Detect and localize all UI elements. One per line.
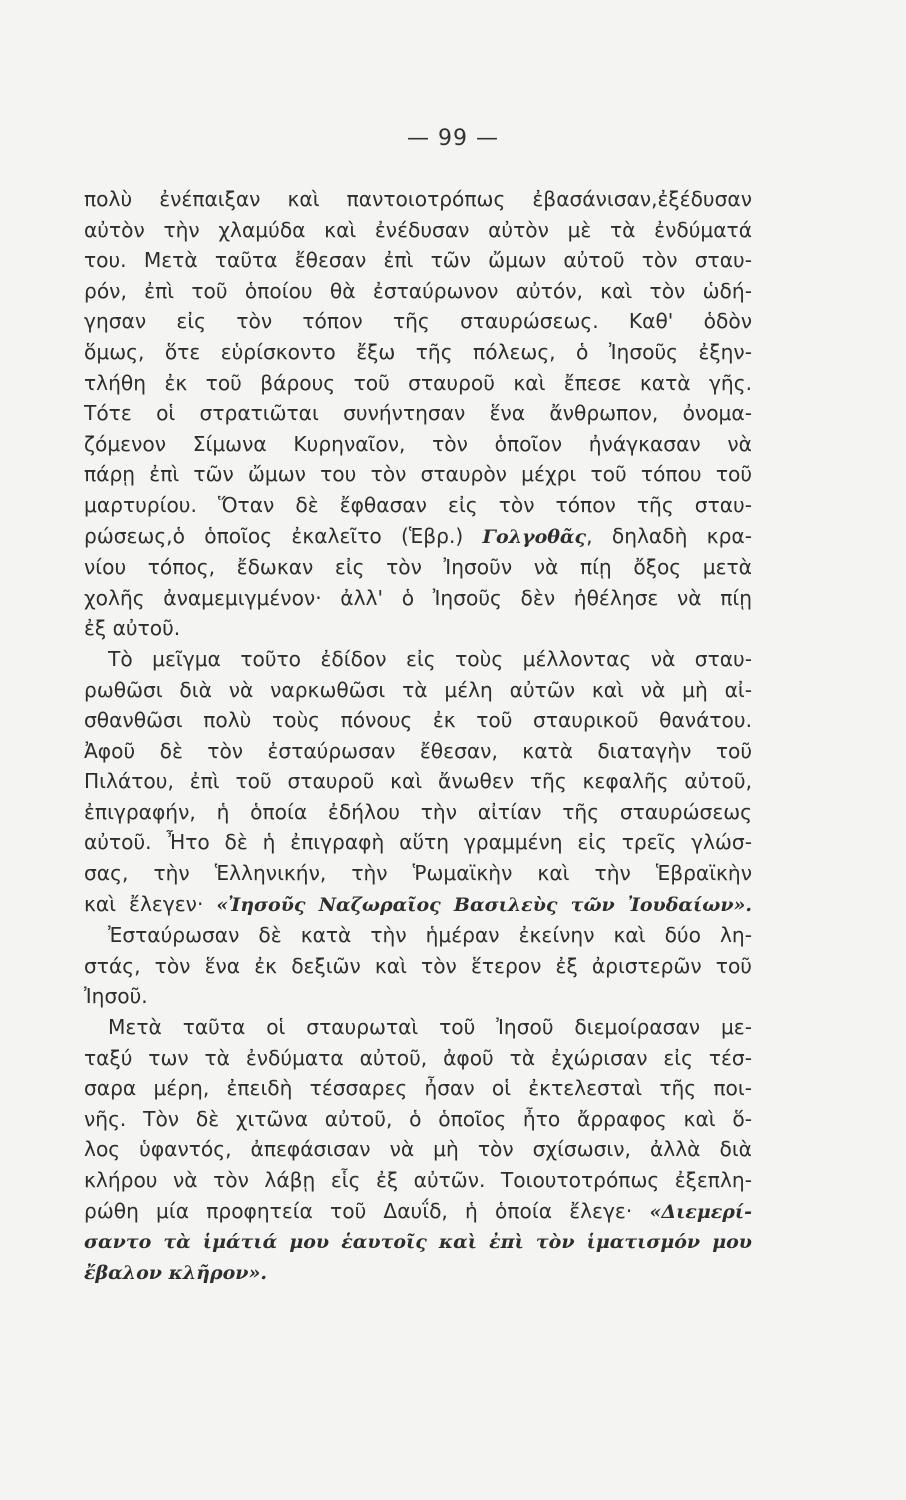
page-number: — 99 — xyxy=(407,126,499,151)
emphasis-prophecy-end: ἔβαλον κλῆρον». xyxy=(84,1261,267,1284)
text-line: κλήρου νὰ τὸν λάβῃ εἷς ἐξ αὐτῶν. Τοιουτοτρόπως ἐξεπλη- xyxy=(84,1168,752,1192)
text-line: χολῆς ἀναμεμιγμένον· ἀλλ' ὁ Ἰησοῦς δὲν ἠθέλησε νὰ πίῃ xyxy=(84,585,752,610)
text-line: Ἰησοῦ. xyxy=(84,984,148,1009)
text-line: Τότε οἱ στρατιῶται συνήντησαν ἕνα ἄνθρωπον, ὀνομα- xyxy=(84,401,752,426)
text-line: αὐτοῦ. Ἦτο δὲ ἡ ἐπιγραφὴ αὕτη γραμμένη εἰς τρεῖς γλώσ- xyxy=(84,830,752,855)
emphasis-prophecy-start: «Διεμερί- xyxy=(649,1200,752,1223)
text-line: Ἐσταύρωσαν δὲ κατὰ τὴν ἡμέραν ἐκείνην καὶ δύο λη- xyxy=(108,923,752,948)
text-line: στάς, τὸν ἕνα ἐκ δεξιῶν καὶ τὸν ἕτερον ἐξ ἀριστερῶν τοῦ xyxy=(84,953,752,978)
text-line: ὅμως, ὅτε εὑρίσκοντο ἔξω τῆς πόλεως, ὁ Ἰησοῦς ἐξην- xyxy=(84,339,752,364)
text-line-golgotha xyxy=(84,521,752,553)
emphasis-golgotha: Γολγοθᾶς xyxy=(482,525,587,548)
text-line: ρωθῶσι διὰ νὰ ναρκωθῶσι τὰ μέλη αὐτῶν καὶ νὰ μὴ αἰ- xyxy=(84,677,752,702)
text-line: αὐτὸν τὴν χλαμύδα καὶ ἐνέδυσαν αὐτὸν μὲ τὰ ἐνδύματά xyxy=(84,217,752,242)
text-fragment: καὶ ἔλεγεν· xyxy=(84,891,217,916)
text-line: πάρῃ ἐπὶ τῶν ὤμων του τὸν σταυρὸν μέχρι τοῦ τόπου τοῦ xyxy=(84,462,752,487)
text-line: ἐπιγραφήν, ἡ ὁποία ἐδήλου τὴν αἰτίαν τῆς σταυρώσεως xyxy=(84,799,752,824)
text-line: τλήθη ἐκ τοῦ βάρους τοῦ σταυροῦ καὶ ἔπεσε κατὰ γῆς. xyxy=(84,370,752,395)
body-text xyxy=(84,184,752,1288)
text-line-inscription xyxy=(84,889,752,921)
text-line: σθανθῶσι πολὺ τοὺς πόνους ἐκ τοῦ σταυρικοῦ θανάτου. xyxy=(84,708,752,733)
text-line: ταξύ των τὰ ἐνδύματα αὐτοῦ, ἀφοῦ τὰ ἐχώρισαν εἰς τέσ- xyxy=(84,1045,752,1070)
text-line: γησαν εἰς τὸν τόπον τῆς σταυρώσεως. Καθ' ὁδὸν xyxy=(84,309,752,334)
paragraph-1 xyxy=(84,184,752,644)
text-line: Πιλάτου, ἐπὶ τοῦ σταυροῦ καὶ ἄνωθεν τῆς κεφαλῆς αὐτοῦ, xyxy=(84,769,752,794)
text-line: ἐξ αὐτοῦ. xyxy=(84,616,181,641)
text-line: ρόν, ἐπὶ τοῦ ὁποίου θὰ ἐσταύρωνον αὐτόν, καὶ τὸν ὡδή- xyxy=(84,278,752,303)
text-line: πολὺ ἐνέπαιξαν καὶ παντοιοτρόπως ἐβασάνισαν,ἐξέδυσαν xyxy=(84,187,752,211)
text-line: σας, τὴν Ἑλληνικήν, τὴν Ῥωμαϊκὴν καὶ τὴν Ἑβραϊκὴν xyxy=(84,861,752,886)
text-line: Ἀφοῦ δὲ τὸν ἐσταύρωσαν ἔθεσαν, κατὰ διαταγὴν τοῦ xyxy=(84,738,752,763)
text-fragment: , δηλαδὴ κρα- xyxy=(586,523,752,548)
emphasis-inscription: «Ἰησοῦς Ναζωραῖος Βασιλεὺς τῶν Ἰουδαίων». xyxy=(216,893,752,916)
text-line: ζόμενον Σίμωνα Κυρηναῖον, τὸν ὁποῖον ἠνάγκασαν νὰ xyxy=(84,431,752,456)
paragraph-3 xyxy=(84,920,752,1012)
emphasis-prophecy-middle: σαντο τὰ ἱμάτιά μου ἑαυτοῖς καὶ ἐπὶ τὸν ἱματισμόν μου xyxy=(84,1231,752,1254)
text-line-prophecy xyxy=(84,1196,752,1228)
text-line: σαρα μέρη, ἐπειδὴ τέσσαρες ἦσαν οἱ ἐκτελεσταὶ τῆς ποι- xyxy=(84,1076,752,1101)
text-line: μαρτυρίου. Ὅταν δὲ ἔφθασαν εἰς τὸν τόπον τῆς σταυ- xyxy=(84,492,752,517)
text-line: νῆς. Τὸν δὲ χιτῶνα αὐτοῦ, ὁ ὁποῖος ἦτο ἄρραφος καὶ ὅ- xyxy=(84,1106,752,1131)
text-line: λος ὑφαντός, ἀπεφάσισαν νὰ μὴ τὸν σχίσωσιν, ἀλλὰ διὰ xyxy=(84,1137,752,1162)
text-line: νίου τόπος, ἔδωκαν εἰς τὸν Ἰησοῦν νὰ πίῃ ὄξος μετὰ xyxy=(84,555,752,580)
text-line: του. Μετὰ ταῦτα ἔθεσαν ἐπὶ τῶν ὤμων αὐτοῦ τὸν σταυ- xyxy=(84,248,752,273)
text-fragment: ρώθη μία προφητεία τοῦ Δαυΐδ, ἡ ὁποία ἔλεγε· xyxy=(84,1198,650,1223)
text-line: Μετὰ ταῦτα οἱ σταυρωταὶ τοῦ Ἰησοῦ διεμοίρασαν με- xyxy=(108,1015,752,1040)
text-fragment: ρώσεως,ὁ ὁποῖος ἐκαλεῖτο (Ἑβρ.) xyxy=(84,523,483,548)
paragraph-4 xyxy=(84,1012,752,1288)
text-line: Τὸ μεῖγμα τοῦτο ἐδίδον εἰς τοὺς μέλλοντας νὰ σταυ- xyxy=(108,646,752,671)
paragraph-2 xyxy=(84,644,752,920)
